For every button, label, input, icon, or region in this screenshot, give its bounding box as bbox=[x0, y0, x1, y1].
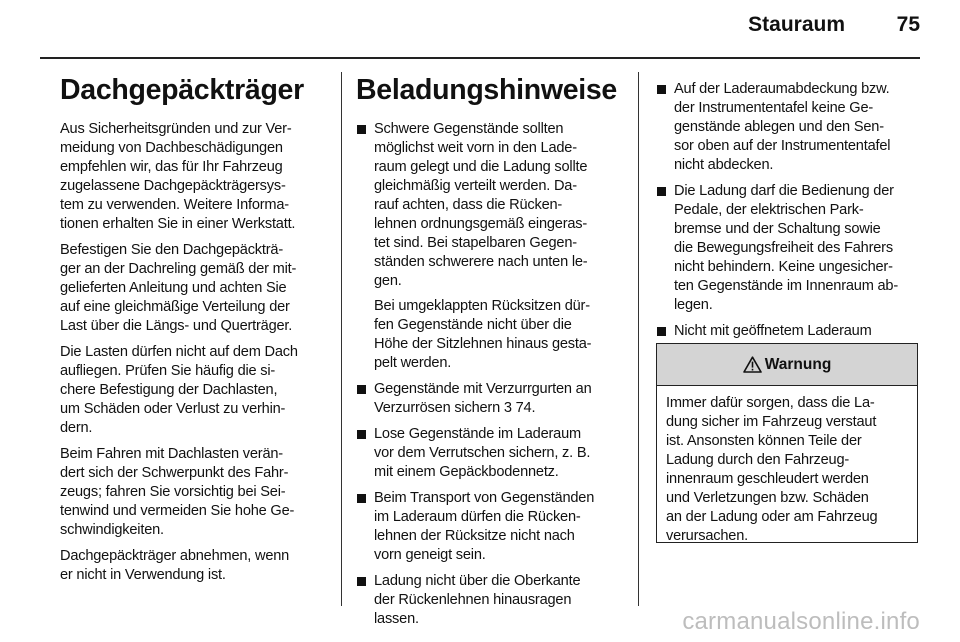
square-bullet-icon bbox=[357, 385, 366, 394]
warning-text: Immer dafür sorgen, dass die La- dung sicher im Fahrzeug verstaut ist. Ansonsten können Teile der Ladung durch den Fahrzeug- innenraum geschleudert werden und Verletzungen bzw. Schäden an der Ladung oder am Fahrzeug verursachen. bbox=[666, 395, 878, 544]
list-item-text: Beim Transport von Gegenständen im Laderaum dürfen die Rücken- lehnen der Rücksitze nicht nach vorn geneigt sein. bbox=[374, 490, 595, 563]
paragraph: Beim Fahren mit Dachlasten verän- dert sich der Schwerpunkt des Fahr- zeugs; fahren Sie vorsichtig bei Sei- tenwind und vermeiden Sie hohe Ge- schwindigkeiten. bbox=[60, 446, 295, 538]
square-bullet-icon bbox=[357, 430, 366, 439]
header-divider bbox=[40, 57, 920, 59]
warning-triangle-icon bbox=[743, 356, 762, 373]
right-column bbox=[656, 80, 924, 367]
paragraph: Aus Sicherheitsgründen und zur Ver- meidung von Dachbeschädigungen empfehlen wir, das für Ihr Fahrzeug zugelassene Dachgepäckträgersys- tem zu verwenden. Weitere Informa- tionen erhalten Sie in einer Werkstatt. bbox=[60, 121, 296, 232]
heading-loading-notes: Beladungshinweise bbox=[356, 74, 617, 106]
loading-bullet-list-continued bbox=[656, 80, 924, 360]
list-item-text: Lose Gegenstände im Laderaum vor dem Verrutschen sichern, z. B. mit einem Gepäckbodennetz. bbox=[374, 426, 591, 480]
square-bullet-icon bbox=[657, 327, 666, 336]
paragraph: Die Lasten dürfen nicht auf dem Dach aufliegen. Prüfen Sie häufig die si- chere Befestigung der Dachlasten, um Schäden oder Verlust zu verhin- dern. bbox=[60, 344, 298, 436]
list-item bbox=[656, 182, 924, 315]
square-bullet-icon bbox=[357, 125, 366, 134]
list-item bbox=[356, 120, 636, 373]
list-item bbox=[356, 489, 636, 565]
watermark: carmanualsonline.info bbox=[682, 608, 920, 635]
list-item-text: Schwere Gegenstände sollten möglichst weit vorn in den Lade- raum gelegt und die Ladung sollte gleichmäßig verteilt werden. Da- rauf achten, dass die Rücken- lehnen ordnungsgemäß eingeras- tet sind. Bei stapelbaren Gegen- ständen schwerere nach unten le- gen. bbox=[374, 121, 588, 289]
list-item bbox=[356, 380, 636, 418]
page-number: 75 bbox=[896, 13, 920, 36]
list-item-text: Die Ladung darf die Bedienung der Pedale, der elektrischen Park- bremse und der Schaltung sowie die Bewegungsfreiheit des Fahrers nicht behindern. Keine ungesicher- ten Gegenstände im Innenraum ab- legen. bbox=[674, 183, 899, 313]
section-title: Stauraum bbox=[748, 13, 845, 36]
square-bullet-icon bbox=[657, 187, 666, 196]
list-item-text: Nicht mit geöffnetem Laderaum bbox=[674, 323, 872, 339]
list-item-text: Auf der Laderaumabdeckung bzw. der Instrumententafel keine Ge- genstände ablegen und den Sen- sor oben auf der Instrumententafel nicht abdecken. bbox=[674, 81, 891, 173]
column-divider-1 bbox=[341, 72, 342, 606]
list-item-text: Ladung nicht über die Oberkante der Rückenlehnen hinausragen lassen. bbox=[374, 573, 581, 627]
paragraph: Befestigen Sie den Dachgepäckträ- ger an der Dachreling gemäß der mit- gelieferten Anleitung und achten Sie auf eine gleichmäßige Verteilung der Last über die Längs- und Querträger. bbox=[60, 242, 297, 334]
list-item-subtext: Bei umgeklappten Rücksitzen dür- fen Gegenstände nicht über die Höhe der Sitzlehnen hinaus gesta- pelt werden. bbox=[374, 298, 592, 371]
column-divider-2 bbox=[638, 72, 639, 606]
list-item bbox=[356, 425, 636, 482]
warning-box bbox=[656, 343, 918, 543]
square-bullet-icon bbox=[657, 85, 666, 94]
warning-header bbox=[657, 344, 917, 386]
square-bullet-icon bbox=[357, 577, 366, 586]
paragraph: Dachgepäckträger abnehmen, wenn er nicht in Verwendung ist. bbox=[60, 548, 290, 583]
loading-bullet-list bbox=[356, 120, 636, 629]
list-item-text: Gegenstände mit Verzurrgurten an Verzurrösen sichern 3 74. bbox=[374, 381, 592, 416]
middle-column bbox=[356, 72, 636, 636]
heading-roof-rack: Dachgepäckträger bbox=[60, 74, 304, 106]
list-item bbox=[656, 80, 924, 175]
left-column bbox=[60, 72, 332, 592]
square-bullet-icon bbox=[357, 494, 366, 503]
warning-title: Warnung bbox=[764, 355, 832, 373]
list-item bbox=[356, 572, 636, 629]
